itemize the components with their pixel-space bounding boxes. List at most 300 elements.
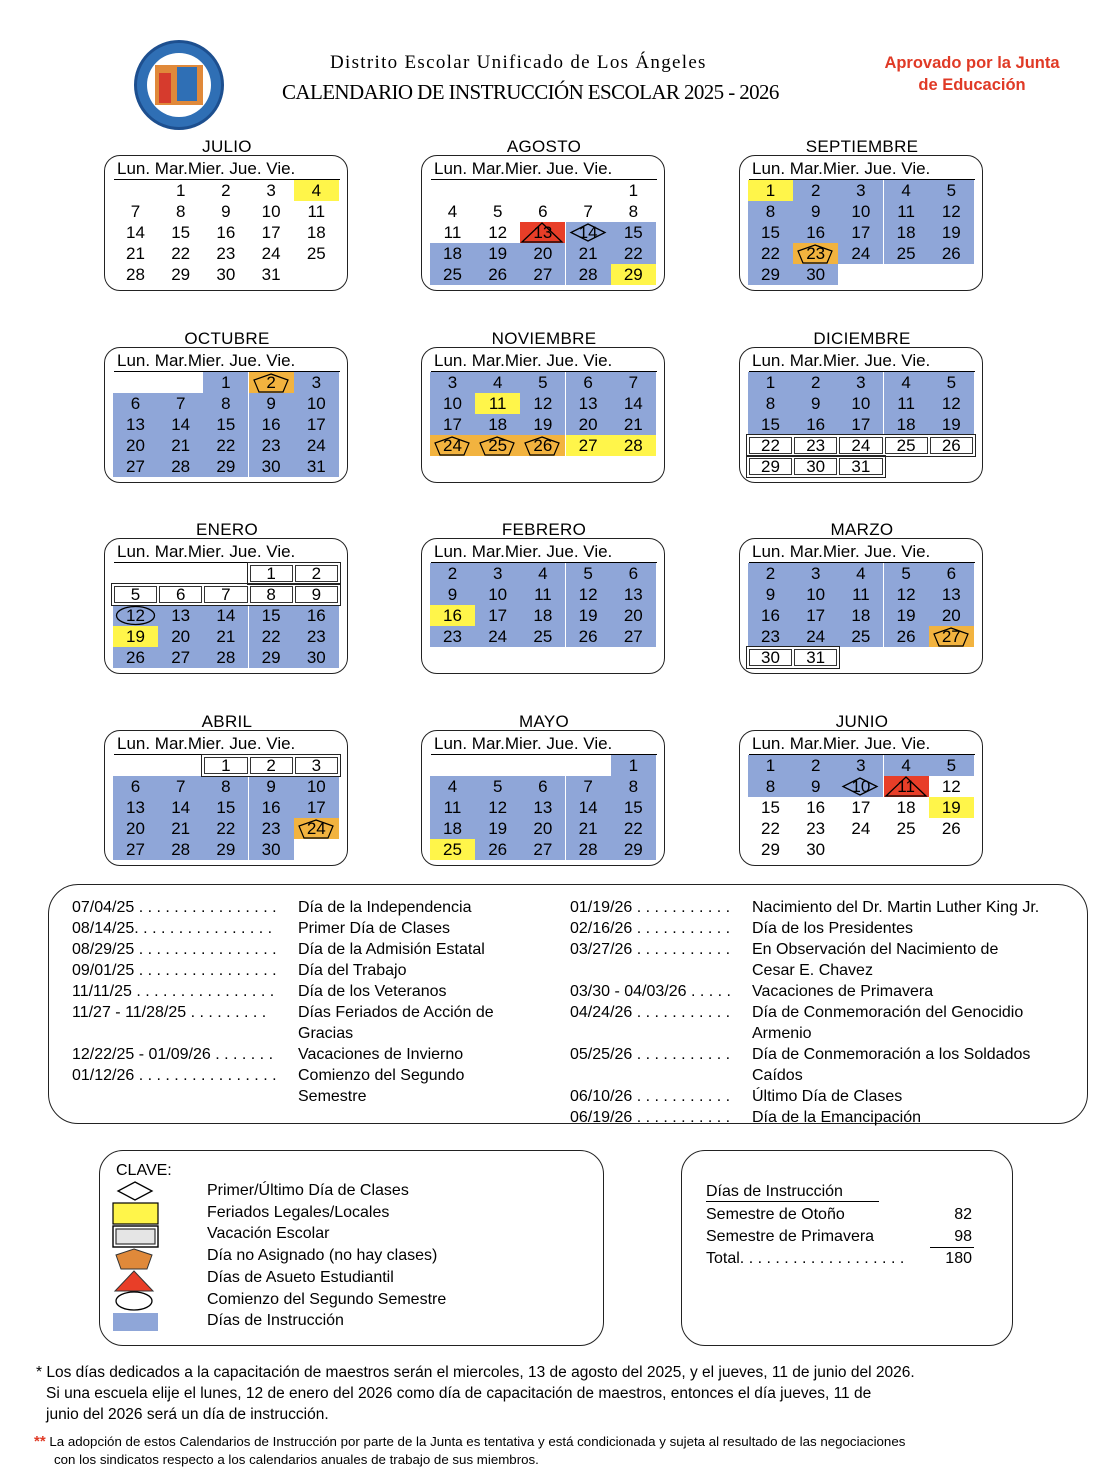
- day-number: 27: [533, 265, 553, 284]
- day-number: 8: [221, 777, 231, 796]
- day-number: 1: [628, 181, 639, 200]
- day-cell: [158, 797, 203, 818]
- day-number: 13: [941, 585, 961, 604]
- day-number: 9: [810, 202, 821, 221]
- day-cell: [748, 393, 793, 414]
- day-cell: [793, 393, 838, 414]
- legend-label: Comienzo del Segundo Semestre: [207, 1290, 447, 1308]
- day-number: 4: [447, 777, 458, 796]
- day-cell: [203, 180, 248, 201]
- day-cell: [294, 818, 339, 839]
- day-number: 27: [533, 840, 553, 859]
- day-cell: [793, 605, 838, 626]
- day-cell: [158, 201, 203, 222]
- day-cell: [929, 372, 974, 393]
- day-number: 17: [261, 223, 281, 242]
- holiday-date: 11/11/25 . . . . . . . . . . . . . . . .: [72, 983, 275, 1000]
- day-cell: [475, 222, 520, 243]
- day-cell: [294, 222, 339, 243]
- day-cell: [249, 647, 294, 668]
- day-cell: [520, 605, 565, 626]
- day-number: 19: [126, 627, 145, 646]
- day-cell: [294, 414, 339, 435]
- day-cell: [249, 264, 294, 285]
- day-number: 15: [171, 223, 191, 242]
- day-number: 14: [126, 223, 145, 242]
- day-number: 4: [901, 373, 911, 392]
- day-cell: [611, 393, 656, 414]
- holiday-name: Cesar E. Chavez: [752, 962, 873, 979]
- day-number: 27: [623, 627, 643, 646]
- day-cell: [838, 605, 883, 626]
- day-number: 2: [810, 181, 821, 200]
- day-cell: [793, 818, 838, 839]
- day-number: 23: [216, 244, 236, 263]
- day-cell: [566, 222, 611, 243]
- day-number: 11: [488, 394, 507, 413]
- day-number: 13: [533, 798, 553, 817]
- day-number: 11: [852, 585, 870, 604]
- day-cell: [113, 626, 158, 647]
- holiday-name: Día de Conmemoración del Genocidio: [752, 1004, 1024, 1021]
- day-cell: [838, 584, 883, 605]
- day-number: 21: [578, 244, 598, 263]
- day-cell: [430, 839, 475, 860]
- day-cell: [611, 243, 656, 264]
- day-number: 18: [851, 606, 871, 625]
- day-number: 19: [578, 606, 598, 625]
- day-number: 26: [488, 265, 508, 284]
- day-number: 4: [311, 181, 322, 200]
- day-number: 24: [443, 436, 462, 455]
- day-number: 30: [806, 457, 826, 476]
- day-number: 5: [538, 373, 548, 392]
- day-cell: [838, 222, 883, 243]
- approval-line-1: Aprovado por la Junta: [884, 54, 1060, 72]
- day-cell: [520, 626, 565, 647]
- day-number: 21: [126, 244, 145, 263]
- day-number: 6: [946, 564, 957, 583]
- day-number: 25: [896, 244, 916, 263]
- day-number: 18: [896, 798, 916, 817]
- day-number: 18: [443, 244, 462, 263]
- holiday-date: 05/25/26 . . . . . . . . . . .: [570, 1046, 731, 1063]
- weekday-header: Lun. Mar.Mier. Jue. Vie.: [434, 542, 613, 561]
- holiday-name: Día de los Veteranos: [298, 983, 447, 1000]
- day-cell: [929, 797, 974, 818]
- holiday-name: Día de Conmemoración a los Soldados: [752, 1046, 1031, 1063]
- day-cell: [793, 372, 838, 393]
- day-number: 24: [306, 819, 326, 838]
- day-number: 7: [175, 777, 186, 796]
- day-number: 28: [126, 265, 145, 284]
- day-cell: [793, 776, 838, 797]
- day-number: 6: [130, 394, 141, 413]
- weekday-header: Lun. Mar.Mier. Jue. Vie.: [117, 734, 296, 753]
- day-number: 1: [765, 373, 776, 392]
- day-number: 25: [443, 840, 462, 859]
- footnote-star: *: [36, 1364, 43, 1381]
- day-cell: [793, 797, 838, 818]
- day-cell: [249, 201, 294, 222]
- holiday-date: 08/14/25. . . . . . . . . . . . . . . .: [72, 920, 273, 937]
- day-cell: [929, 201, 974, 222]
- day-cell: [113, 797, 158, 818]
- day-cell: [884, 584, 929, 605]
- holiday-date: 07/04/25 . . . . . . . . . . . . . . . .: [72, 899, 277, 916]
- day-cell: [611, 372, 656, 393]
- day-cell: [838, 755, 883, 776]
- day-number: 11: [443, 223, 462, 242]
- day-number: 30: [806, 840, 826, 859]
- day-number: 11: [307, 202, 326, 221]
- day-number: 16: [261, 415, 281, 434]
- day-number: 25: [306, 244, 326, 263]
- day-number: 24: [306, 436, 326, 455]
- holiday-date: 06/10/26 . . . . . . . . . . .: [570, 1088, 731, 1105]
- day-number: 5: [492, 777, 503, 796]
- weekday-header: Lun. Mar.Mier. Jue. Vie.: [752, 542, 931, 561]
- day-number: 3: [447, 373, 458, 392]
- day-cell: [158, 435, 203, 456]
- day-number: 12: [488, 223, 508, 242]
- day-cell: [793, 563, 838, 584]
- day-number: 22: [216, 819, 236, 838]
- day-cell: [475, 243, 520, 264]
- day-cell: [929, 776, 974, 797]
- day-number: 22: [761, 819, 780, 838]
- day-number: 16: [806, 223, 826, 242]
- day-cell: [520, 264, 565, 285]
- day-number: 3: [856, 373, 866, 392]
- day-number: 6: [175, 585, 186, 604]
- day-number: 15: [623, 223, 643, 242]
- day-cell: [249, 180, 294, 201]
- day-number: 18: [488, 415, 508, 434]
- day-number: 28: [578, 840, 598, 859]
- day-number: 10: [443, 394, 462, 413]
- day-number: 17: [306, 798, 326, 817]
- day-cell: [113, 414, 158, 435]
- day-number: 13: [533, 223, 553, 242]
- day-cell: [203, 243, 248, 264]
- day-cell: [611, 584, 656, 605]
- day-cell: [113, 264, 158, 285]
- legend-label: Primer/Último Día de Clases: [207, 1182, 409, 1199]
- day-number: 12: [941, 394, 961, 413]
- day-cell: [475, 264, 520, 285]
- holiday-date: 08/29/25 . . . . . . . . . . . . . . . .: [72, 941, 277, 958]
- day-number: 20: [171, 627, 191, 646]
- day-number: 28: [578, 265, 598, 284]
- day-cell: [520, 414, 565, 435]
- day-cell: [430, 797, 475, 818]
- day-cell: [249, 605, 294, 626]
- day-cell: [249, 372, 294, 393]
- day-number: 18: [443, 819, 462, 838]
- day-cell: [884, 605, 929, 626]
- day-cell: [566, 393, 611, 414]
- day-number: 26: [126, 648, 145, 667]
- day-cell: [249, 393, 294, 414]
- day-number: 30: [806, 265, 826, 284]
- day-number: 14: [216, 606, 236, 625]
- day-number: 17: [488, 606, 508, 625]
- day-cell: [430, 626, 475, 647]
- holiday-name: Vacaciones de Primavera: [752, 983, 934, 1000]
- day-number: 9: [810, 777, 821, 796]
- month-title: SEPTIEMBRE: [805, 137, 919, 156]
- day-number: 15: [216, 798, 236, 817]
- day-cell: [884, 755, 929, 776]
- day-cell: [475, 626, 520, 647]
- day-number: 7: [583, 202, 593, 221]
- holiday-name: Día del Trabajo: [298, 962, 407, 979]
- day-cell: [566, 264, 611, 285]
- day-cell: [249, 222, 294, 243]
- day-number: 14: [578, 798, 598, 817]
- day-cell: [884, 414, 929, 435]
- footnote-1-line-1: * Los días dedicados a la capacitación de maestros serán el miercoles, 13 de agosto del 2025, y el jueves, 11 de junio del 2026.: [36, 1364, 915, 1381]
- day-cell: [793, 180, 838, 201]
- day-cell: [113, 647, 158, 668]
- day-number: 9: [266, 394, 276, 413]
- day-cell: [748, 584, 793, 605]
- day-cell: [748, 605, 793, 626]
- day-cell: [929, 605, 974, 626]
- day-number: 22: [216, 436, 236, 455]
- day-cell: [838, 797, 883, 818]
- day-number: 3: [492, 564, 503, 583]
- day-cell: [158, 180, 203, 201]
- holiday-name: Semestre: [298, 1088, 367, 1105]
- fall-label: Semestre de Otoño: [706, 1206, 845, 1223]
- day-cell: [294, 776, 339, 797]
- day-number: 15: [261, 606, 281, 625]
- day-cell: [611, 776, 656, 797]
- footnote-double-star: **: [34, 1433, 46, 1450]
- day-number: 4: [901, 181, 911, 200]
- day-cell: [203, 839, 248, 860]
- day-number: 15: [761, 415, 780, 434]
- weekday-header: Lun. Mar.Mier. Jue. Vie.: [752, 351, 931, 370]
- day-number: 5: [946, 373, 957, 392]
- day-number: 29: [216, 457, 236, 476]
- legend-label: Días de Instrucción: [207, 1312, 344, 1330]
- day-number: 25: [443, 265, 462, 284]
- day-cell: [475, 201, 520, 222]
- day-number: 24: [851, 819, 871, 838]
- day-cell: [566, 435, 611, 456]
- day-cell: [430, 776, 475, 797]
- day-number: 29: [623, 265, 643, 284]
- day-number: 1: [221, 373, 231, 392]
- day-number: 22: [623, 244, 643, 263]
- district-name: Distrito Escolar Unificado de Los Ángeles: [330, 52, 707, 73]
- day-cell: [566, 797, 611, 818]
- day-number: 20: [623, 606, 643, 625]
- day-cell: [203, 776, 248, 797]
- day-number: 14: [623, 394, 643, 413]
- day-number: 8: [765, 202, 776, 221]
- day-number: 12: [533, 394, 553, 413]
- day-cell: [566, 818, 611, 839]
- holiday-name: Nacimiento del Dr. Martin Luther King Jr.: [752, 899, 1040, 916]
- day-cell: [475, 563, 520, 584]
- day-number: 23: [761, 627, 780, 646]
- day-number: 5: [492, 202, 503, 221]
- holiday-name: Día de la Independencia: [298, 899, 472, 916]
- oval-icon: [116, 1292, 152, 1310]
- day-cell: [611, 222, 656, 243]
- day-number: 1: [628, 756, 639, 775]
- pentagon-icon: [116, 1249, 152, 1269]
- day-cell: [566, 563, 611, 584]
- day-cell: [884, 201, 929, 222]
- day-cell: [611, 605, 656, 626]
- legend-title: CLAVE:: [116, 1162, 172, 1179]
- legend-label: Días de Asueto Estudiantil: [207, 1268, 394, 1286]
- month-title: ABRIL: [201, 712, 253, 731]
- day-cell: [793, 839, 838, 860]
- day-cell: [203, 626, 248, 647]
- day-number: 29: [761, 840, 780, 859]
- day-cell: [113, 456, 158, 477]
- day-number: 21: [216, 627, 236, 646]
- day-number: 13: [623, 585, 643, 604]
- day-cell: [748, 372, 793, 393]
- day-number: 5: [946, 181, 957, 200]
- day-number: 23: [806, 244, 826, 263]
- day-cell: [566, 776, 611, 797]
- day-number: 6: [538, 202, 548, 221]
- day-cell: [475, 414, 520, 435]
- day-number: 4: [901, 756, 911, 775]
- day-cell: [838, 563, 883, 584]
- day-number: 4: [492, 373, 503, 392]
- day-number: 7: [130, 202, 141, 221]
- day-number: 27: [941, 627, 961, 646]
- day-number: 19: [896, 606, 916, 625]
- day-number: 30: [261, 457, 281, 476]
- day-cell: [113, 776, 158, 797]
- day-number: 17: [851, 415, 871, 434]
- day-cell: [294, 393, 339, 414]
- day-number: 16: [761, 606, 780, 625]
- day-number: 23: [443, 627, 462, 646]
- month-title: NOVIEMBRE: [491, 329, 597, 348]
- day-cell: [520, 818, 565, 839]
- day-number: 9: [810, 394, 821, 413]
- day-cell: [158, 264, 203, 285]
- day-number: 17: [851, 798, 871, 817]
- day-number: 31: [851, 457, 871, 476]
- day-number: 11: [534, 585, 552, 604]
- day-number: 18: [533, 606, 553, 625]
- legend-label: Día no Asignado (no hay clases): [207, 1247, 438, 1265]
- day-cell: [430, 393, 475, 414]
- day-number: 18: [896, 223, 916, 242]
- day-number: 14: [171, 415, 191, 434]
- day-cell: [611, 201, 656, 222]
- day-cell: [475, 435, 520, 456]
- day-cell: [793, 243, 838, 264]
- day-number: 24: [851, 244, 871, 263]
- day-cell: [884, 243, 929, 264]
- day-number: 11: [897, 394, 915, 413]
- day-number: 13: [126, 415, 145, 434]
- day-number: 20: [126, 436, 145, 455]
- day-number: 16: [806, 798, 826, 817]
- day-number: 13: [171, 606, 191, 625]
- summary-title-underline: [706, 1201, 879, 1202]
- day-number: 2: [810, 756, 821, 775]
- day-cell: [158, 605, 203, 626]
- day-number: 19: [941, 798, 961, 817]
- day-number: 6: [583, 373, 593, 392]
- day-number: 21: [623, 415, 643, 434]
- day-cell: [203, 222, 248, 243]
- day-number: 1: [765, 181, 776, 200]
- day-number: 6: [130, 777, 141, 796]
- day-cell: [838, 818, 883, 839]
- day-number: 22: [261, 627, 281, 646]
- day-cell: [158, 626, 203, 647]
- day-cell: [884, 180, 929, 201]
- day-number: 28: [216, 648, 236, 667]
- day-cell: [884, 818, 929, 839]
- holiday-date: 01/19/26 . . . . . . . . . . .: [570, 899, 731, 916]
- holiday-name: Vacaciones de Invierno: [298, 1046, 464, 1063]
- day-cell: [884, 797, 929, 818]
- day-number: 3: [856, 756, 866, 775]
- calendar-title: CALENDARIO DE INSTRUCCIÓN ESCOLAR 2025 - 2026: [282, 80, 779, 104]
- day-number: 24: [488, 627, 508, 646]
- weekday-header: Lun. Mar.Mier. Jue. Vie.: [752, 734, 931, 753]
- day-number: 2: [447, 564, 458, 583]
- day-number: 4: [447, 202, 458, 221]
- day-number: 28: [623, 436, 643, 455]
- month-title: FEBRERO: [501, 520, 587, 539]
- weekday-header: Lun. Mar.Mier. Jue. Vie.: [117, 159, 296, 178]
- sum-line: [930, 1247, 974, 1248]
- day-number: 2: [810, 373, 821, 392]
- day-number: 26: [941, 436, 961, 455]
- day-cell: [929, 626, 974, 647]
- day-number: 27: [171, 648, 191, 667]
- day-number: 30: [261, 840, 281, 859]
- weekday-header: Lun. Mar.Mier. Jue. Vie.: [434, 351, 613, 370]
- day-number: 18: [306, 223, 326, 242]
- day-number: 7: [221, 585, 231, 604]
- holiday-date: 04/24/26 . . . . . . . . . . .: [570, 1004, 731, 1021]
- day-number: 6: [538, 777, 548, 796]
- footnote-2-line-1: ** La adopción de estos Calendarios de Instrucción por parte de la Junta es tentativa y está condicionada y sujeta al resultado de las negociaciones: [34, 1433, 906, 1450]
- day-number: 19: [488, 819, 508, 838]
- day-cell: [158, 243, 203, 264]
- day-cell: [113, 222, 158, 243]
- day-cell: [158, 456, 203, 477]
- day-number: 20: [126, 819, 145, 838]
- day-cell: [838, 201, 883, 222]
- day-number: 7: [175, 394, 186, 413]
- day-number: 10: [806, 585, 826, 604]
- day-number: 31: [306, 457, 326, 476]
- day-cell: [748, 776, 793, 797]
- footnote-2-line-2: con los sindicatos respecto a los calendarios anuales de trabajo de sus miembros.: [54, 1452, 539, 1467]
- blue-box-icon: [113, 1313, 158, 1331]
- day-number: 2: [221, 181, 231, 200]
